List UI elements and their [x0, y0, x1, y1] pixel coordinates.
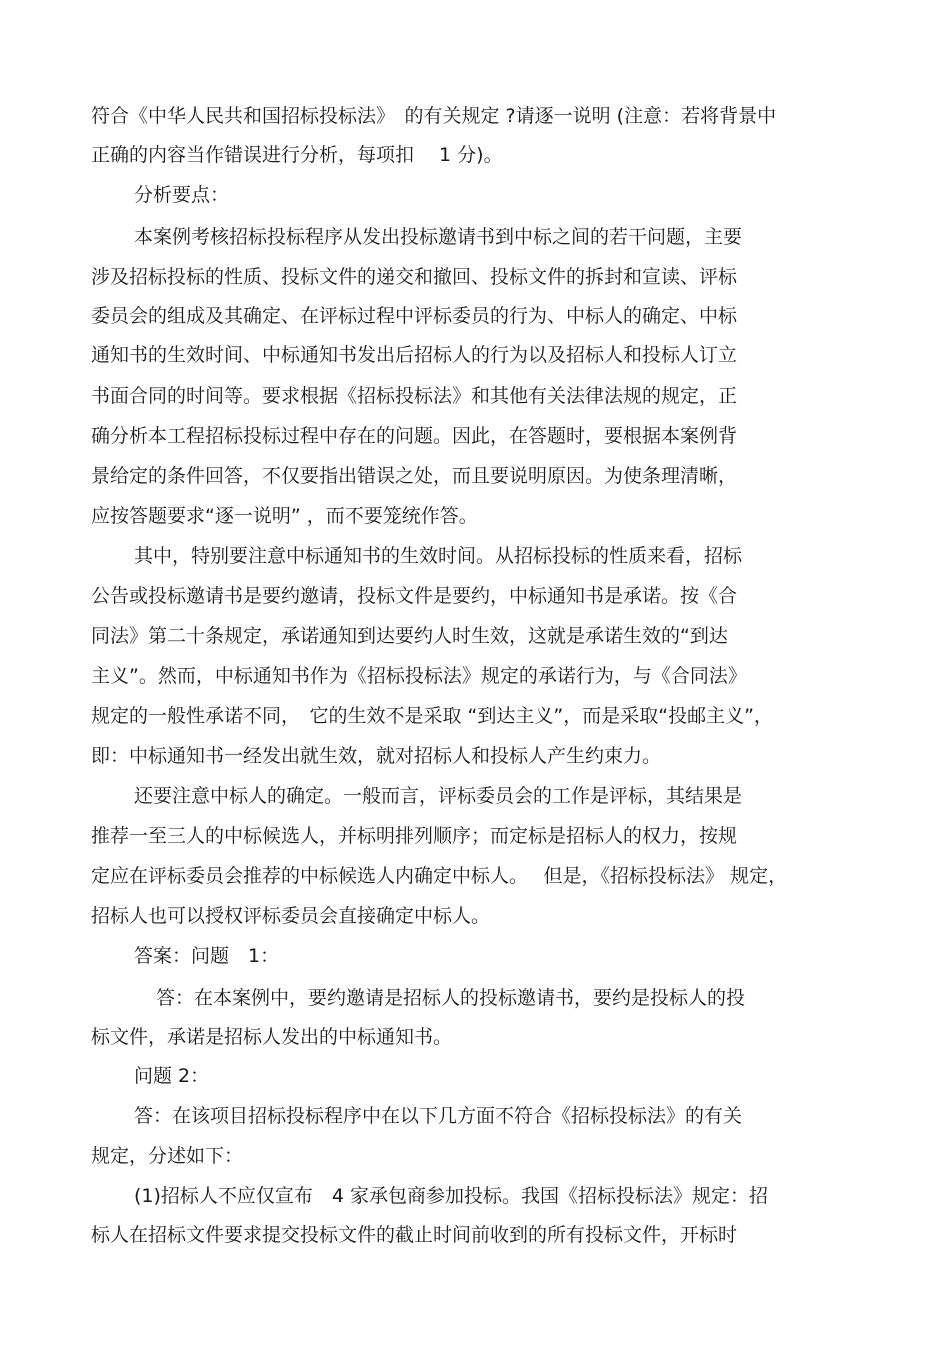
text-line-15: 主义”。然而，中标通知书作为《招标投标法》规定的承诺行为，与《合同法》 — [91, 665, 747, 687]
text-line-24: 标文件，承诺是招标人发出的中标通知书。 — [91, 1026, 453, 1048]
text-line-21: 招标人也可以授权评标委员会直接确定中标人。 — [91, 905, 491, 927]
text-line-4: 本案例考核招标投标程序从发出投标邀请书到中标之间的若干问题，主要 — [134, 226, 743, 248]
text-line-5: 涉及招标投标的性质、投标文件的递交和撤回、投标文件的拆封和宣读、评标 — [91, 266, 738, 288]
text-line-13: 公告或投标邀请书是要约邀请，投标文件是要约，中标通知书是承诺。按《合 — [91, 585, 738, 607]
text-line-19: 推荐一至三人的中标候选人，并标明排列顺序；而定标是招标人的权力，按规 — [91, 825, 738, 847]
text-line-28: (1)招标人不应仅宣布 4 家承包商参加投标。我国《招标投标法》规定：招 — [134, 1185, 769, 1207]
text-line-29: 标人在招标文件要求提交投标文件的截止时间前收到的所有投标文件，开标时 — [91, 1224, 738, 1246]
text-line-16: 规定的一般性承诺不同， 它的生效不是采取 “到达主义”，而是采取“投邮主义”， — [91, 705, 773, 727]
text-line-12: 其中，特别要注意中标通知书的生效时间。从招标投标的性质来看，招标 — [134, 545, 743, 567]
text-line-20: 定应在评标委员会推荐的中标候选人内确定中标人。 但是，《招标投标法》 规定， — [91, 865, 788, 887]
text-line-1: 符合《中华人民共和国招标投标法》 的有关规定 ?请逐一说明 (注意：若将背景中 — [91, 105, 777, 127]
text-line-14: 同法》第二十条规定，承诺通知到达要约人时生效，这就是承诺生效的“到达 — [91, 625, 728, 647]
text-line-7: 通知书的生效时间、中标通知书发出后招标人的行为以及招标人和投标人订立 — [91, 344, 738, 366]
section-heading-analysis: 分析要点： — [134, 184, 230, 206]
answer-heading-question-1: 答案：问题 1： — [134, 945, 280, 967]
text-line-6: 委员会的组成及其确定、在评标过程中评标委员的行为、中标人的确定、中标 — [91, 305, 738, 327]
text-line-18: 还要注意中标人的确定。一般而言，评标委员会的工作是评标，其结果是 — [134, 785, 743, 807]
text-line-17: 即：中标通知书一经发出就生效，就对招标人和投标人产生约束力。 — [91, 745, 662, 767]
text-line-11: 应按答题要求“逐一说明” ，而不要笼统作答。 — [91, 505, 478, 527]
text-line-9: 确分析本工程招标投标过程中存在的问题。因此，在答题时，要根据本案例背 — [91, 425, 738, 447]
text-line-23: 答：在本案例中，要约邀请是招标人的投标邀请书，要约是投标人的投 — [156, 987, 746, 1009]
text-line-8: 书面合同的时间等。要求根据《招标投标法》和其他有关法律法规的规定，正 — [91, 385, 738, 407]
text-line-10: 景给定的条件回答，不仅要指出错误之处，而且要说明原因。为使条理清晰， — [91, 465, 738, 487]
text-line-27: 规定，分述如下： — [91, 1145, 244, 1167]
text-line-26: 答：在该项目招标投标程序中在以下几方面不符合《招标投标法》的有关 — [134, 1105, 743, 1127]
question-2-heading: 问题 2： — [134, 1065, 210, 1087]
text-line-2: 正确的内容当作错误进行分析，每项扣 1 分)。 — [91, 144, 503, 166]
